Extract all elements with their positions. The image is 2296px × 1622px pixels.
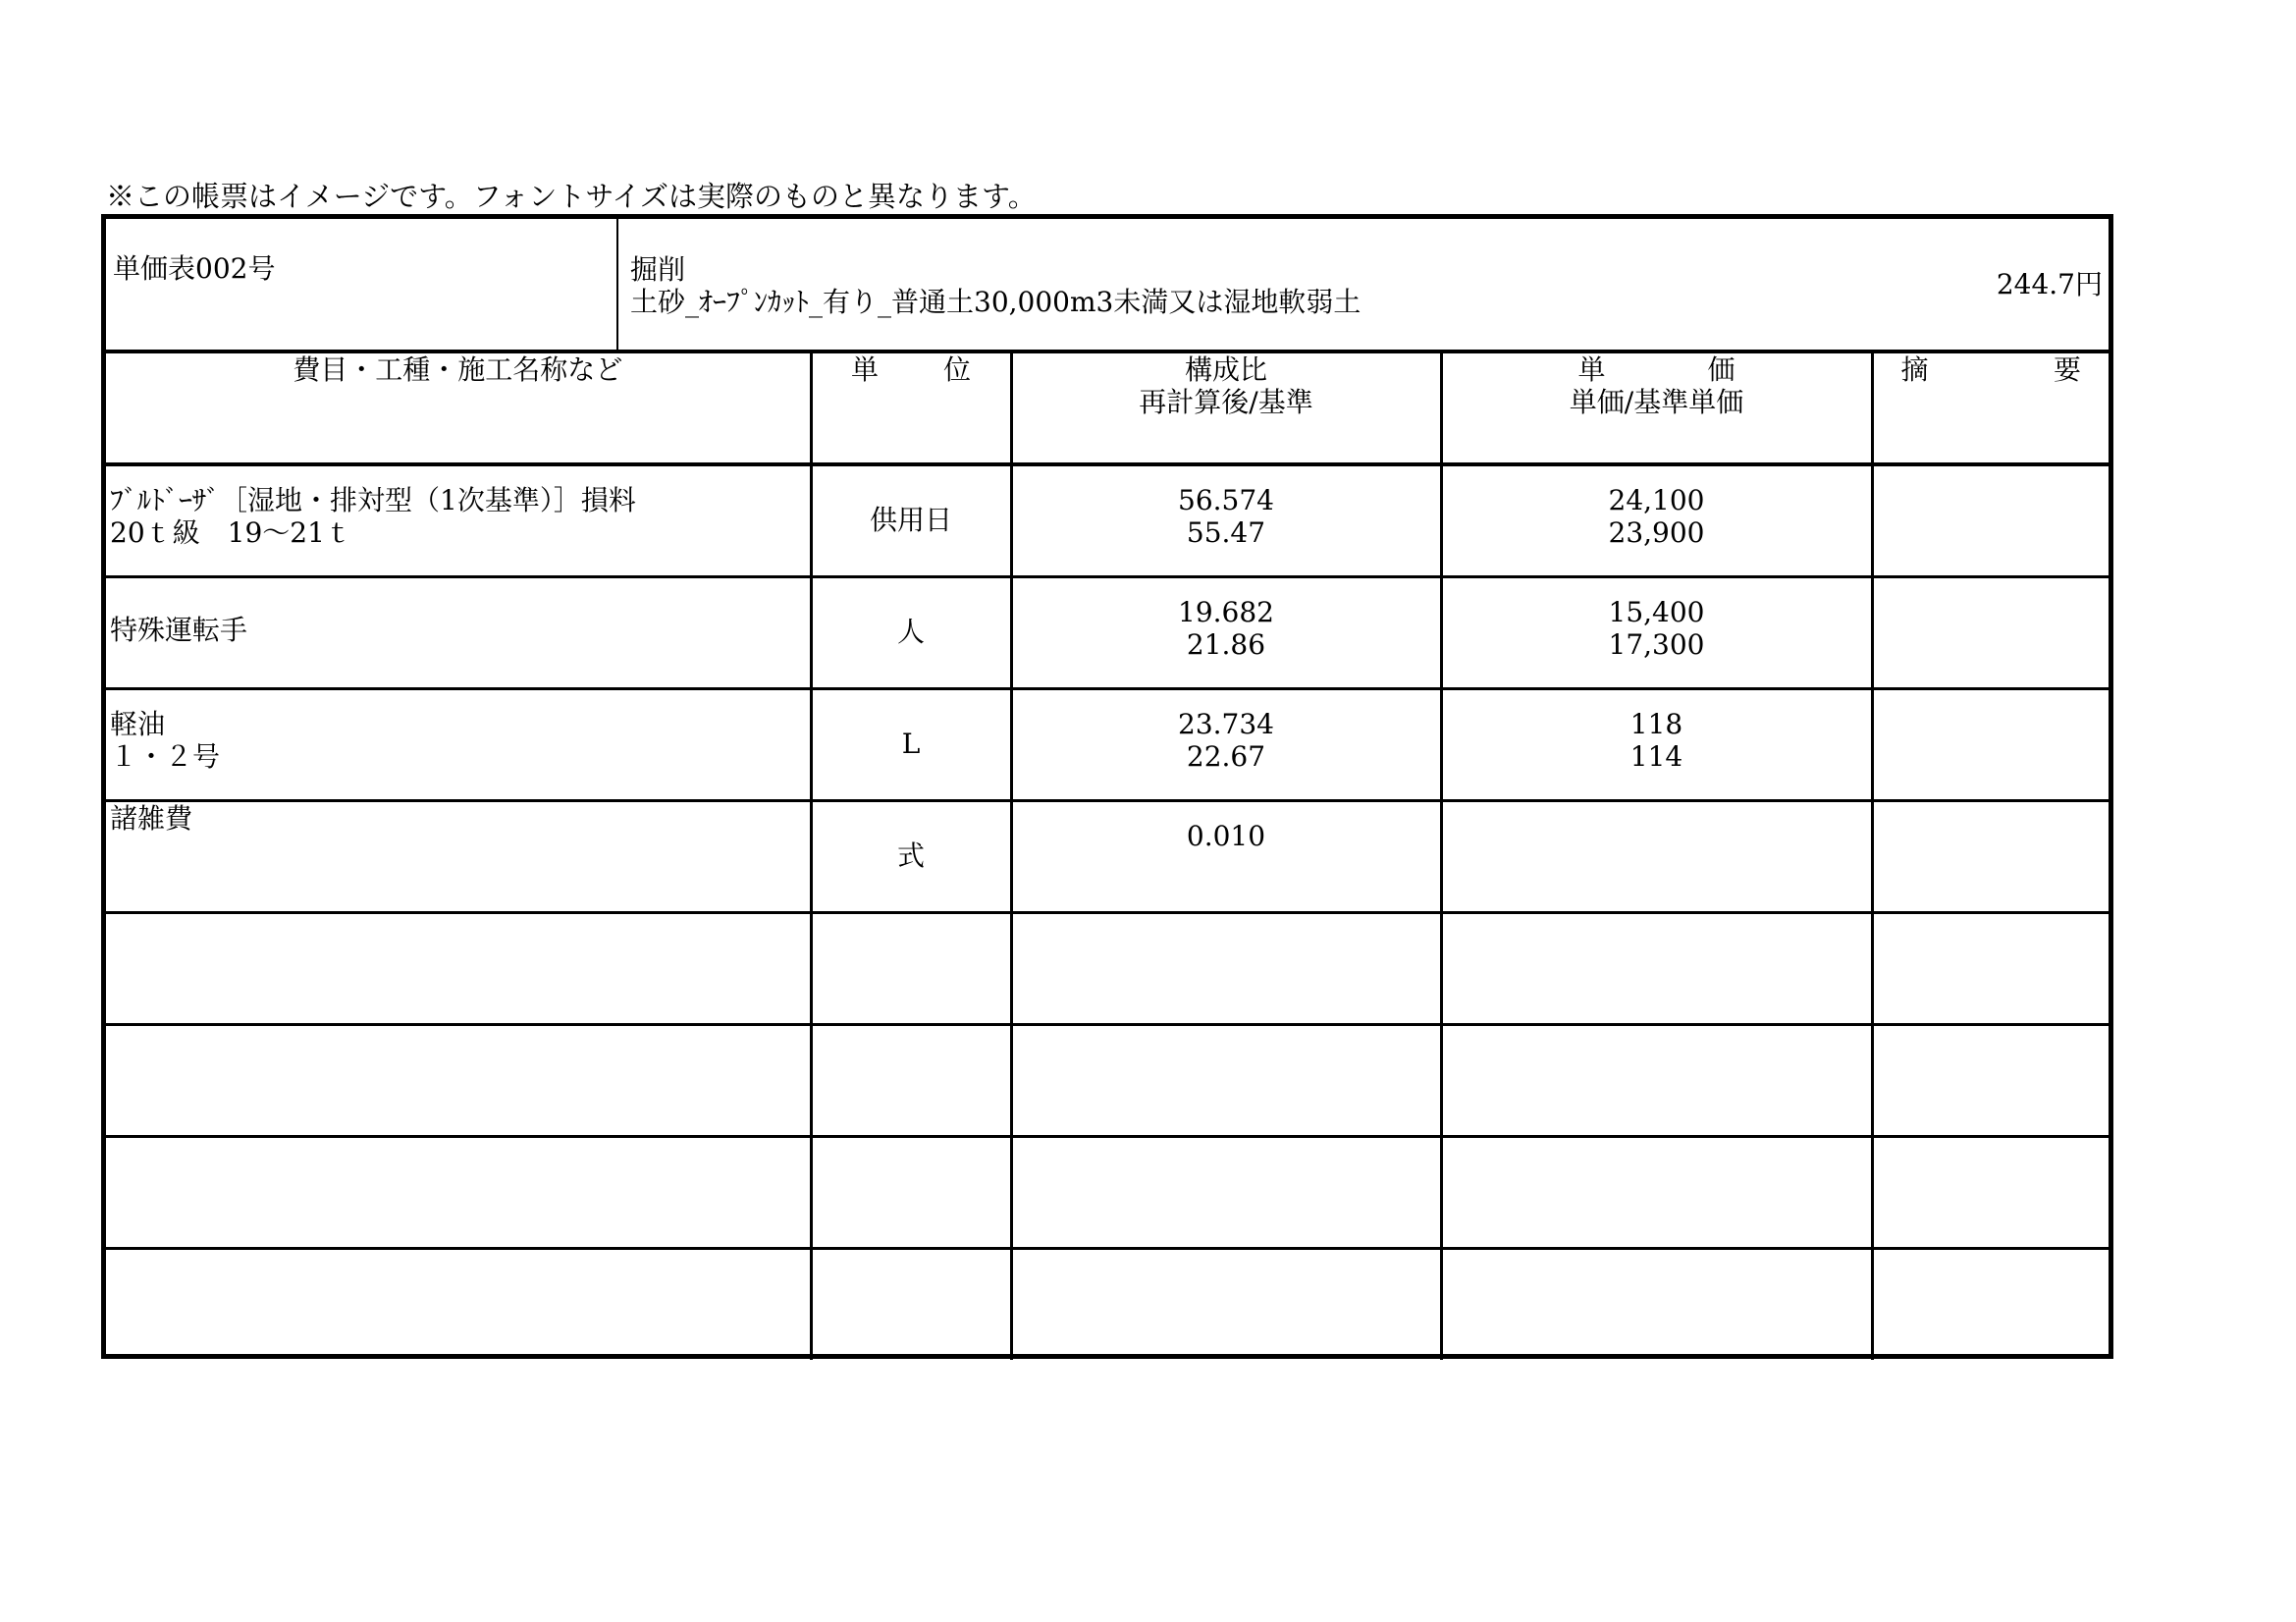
table-number: 単価表002号: [113, 252, 276, 285]
work-description-cell: [618, 219, 2109, 350]
price-cell: 118 114: [1441, 688, 1872, 800]
item-name-cell: [106, 912, 811, 1024]
ratio-cell: 56.574 55.47: [1011, 464, 1441, 576]
column-header-ratio: 構成比 再計算後/基準: [1011, 353, 1441, 464]
cost-breakdown-table: [106, 353, 2109, 1360]
unit-cell: L: [811, 688, 1011, 800]
table-row: [106, 464, 2109, 576]
unit-cell: 人: [811, 576, 1011, 688]
price-cell: [1441, 1024, 1872, 1136]
unit-price-sheet: [101, 214, 2113, 1359]
price-cell: [1441, 1248, 1872, 1360]
remarks-cell: [1872, 576, 2109, 688]
item-name-cell: [106, 1136, 811, 1248]
unit-cell: [811, 912, 1011, 1024]
item-name-cell: ﾌﾞﾙﾄﾞｰｻﾞ［湿地・排対型（1次基準）］損料 20ｔ級 19～21ｔ: [106, 464, 811, 576]
remarks-cell: [1872, 800, 2109, 912]
table-row: [106, 800, 2109, 912]
ratio-cell: [1011, 1024, 1441, 1136]
column-header-unit: 単 位: [811, 353, 1011, 464]
table-row-empty: [106, 912, 2109, 1024]
item-name-cell: 軽油 １・２号: [106, 688, 811, 800]
sheet-header: [106, 219, 2109, 353]
table-row-empty: [106, 1248, 2109, 1360]
work-name: 掘削: [630, 253, 686, 286]
table-number-cell: [106, 219, 618, 350]
table-row: [106, 576, 2109, 688]
unit-cell: 式: [811, 800, 1011, 912]
table-row-empty: [106, 1024, 2109, 1136]
remarks-cell: [1872, 1024, 2109, 1136]
disclaimer-note: ※この帳票はイメージです。フォントサイズは実際のものと異なります。: [106, 180, 1037, 213]
item-name-cell: 特殊運転手: [106, 576, 811, 688]
work-spec: 土砂_ｵｰﾌﾟﾝｶｯﾄ_有り_普通土30,000m3未満又は湿地軟弱土: [630, 286, 1362, 318]
item-name-cell: 諸雑費: [106, 800, 811, 912]
column-header-remarks: 摘 要: [1872, 353, 2109, 464]
ratio-cell: [1011, 1136, 1441, 1248]
price-cell: [1441, 1136, 1872, 1248]
remarks-cell: [1872, 1136, 2109, 1248]
remarks-cell: [1872, 688, 2109, 800]
table-row: [106, 688, 2109, 800]
ratio-cell: 19.682 21.86: [1011, 576, 1441, 688]
unit-cell: 供用日: [811, 464, 1011, 576]
price-cell: [1441, 800, 1872, 912]
price-cell: [1441, 912, 1872, 1024]
unit-price-total: 244.7円: [1996, 268, 2103, 300]
price-cell: 15,400 17,300: [1441, 576, 1872, 688]
unit-cell: [811, 1136, 1011, 1248]
ratio-cell: 0.010: [1011, 800, 1441, 912]
price-cell: 24,100 23,900: [1441, 464, 1872, 576]
column-header-price: 単 価 単価/基準単価: [1441, 353, 1872, 464]
remarks-cell: [1872, 1248, 2109, 1360]
remarks-cell: [1872, 912, 2109, 1024]
unit-cell: [811, 1248, 1011, 1360]
column-header-item: 費目・工種・施工名称など: [106, 353, 811, 464]
ratio-cell: 23.734 22.67: [1011, 688, 1441, 800]
ratio-cell: [1011, 1248, 1441, 1360]
table-row-empty: [106, 1136, 2109, 1248]
unit-cell: [811, 1024, 1011, 1136]
item-name-cell: [106, 1248, 811, 1360]
column-header-row: [106, 353, 2109, 464]
item-name-cell: [106, 1024, 811, 1136]
remarks-cell: [1872, 464, 2109, 576]
ratio-cell: [1011, 912, 1441, 1024]
